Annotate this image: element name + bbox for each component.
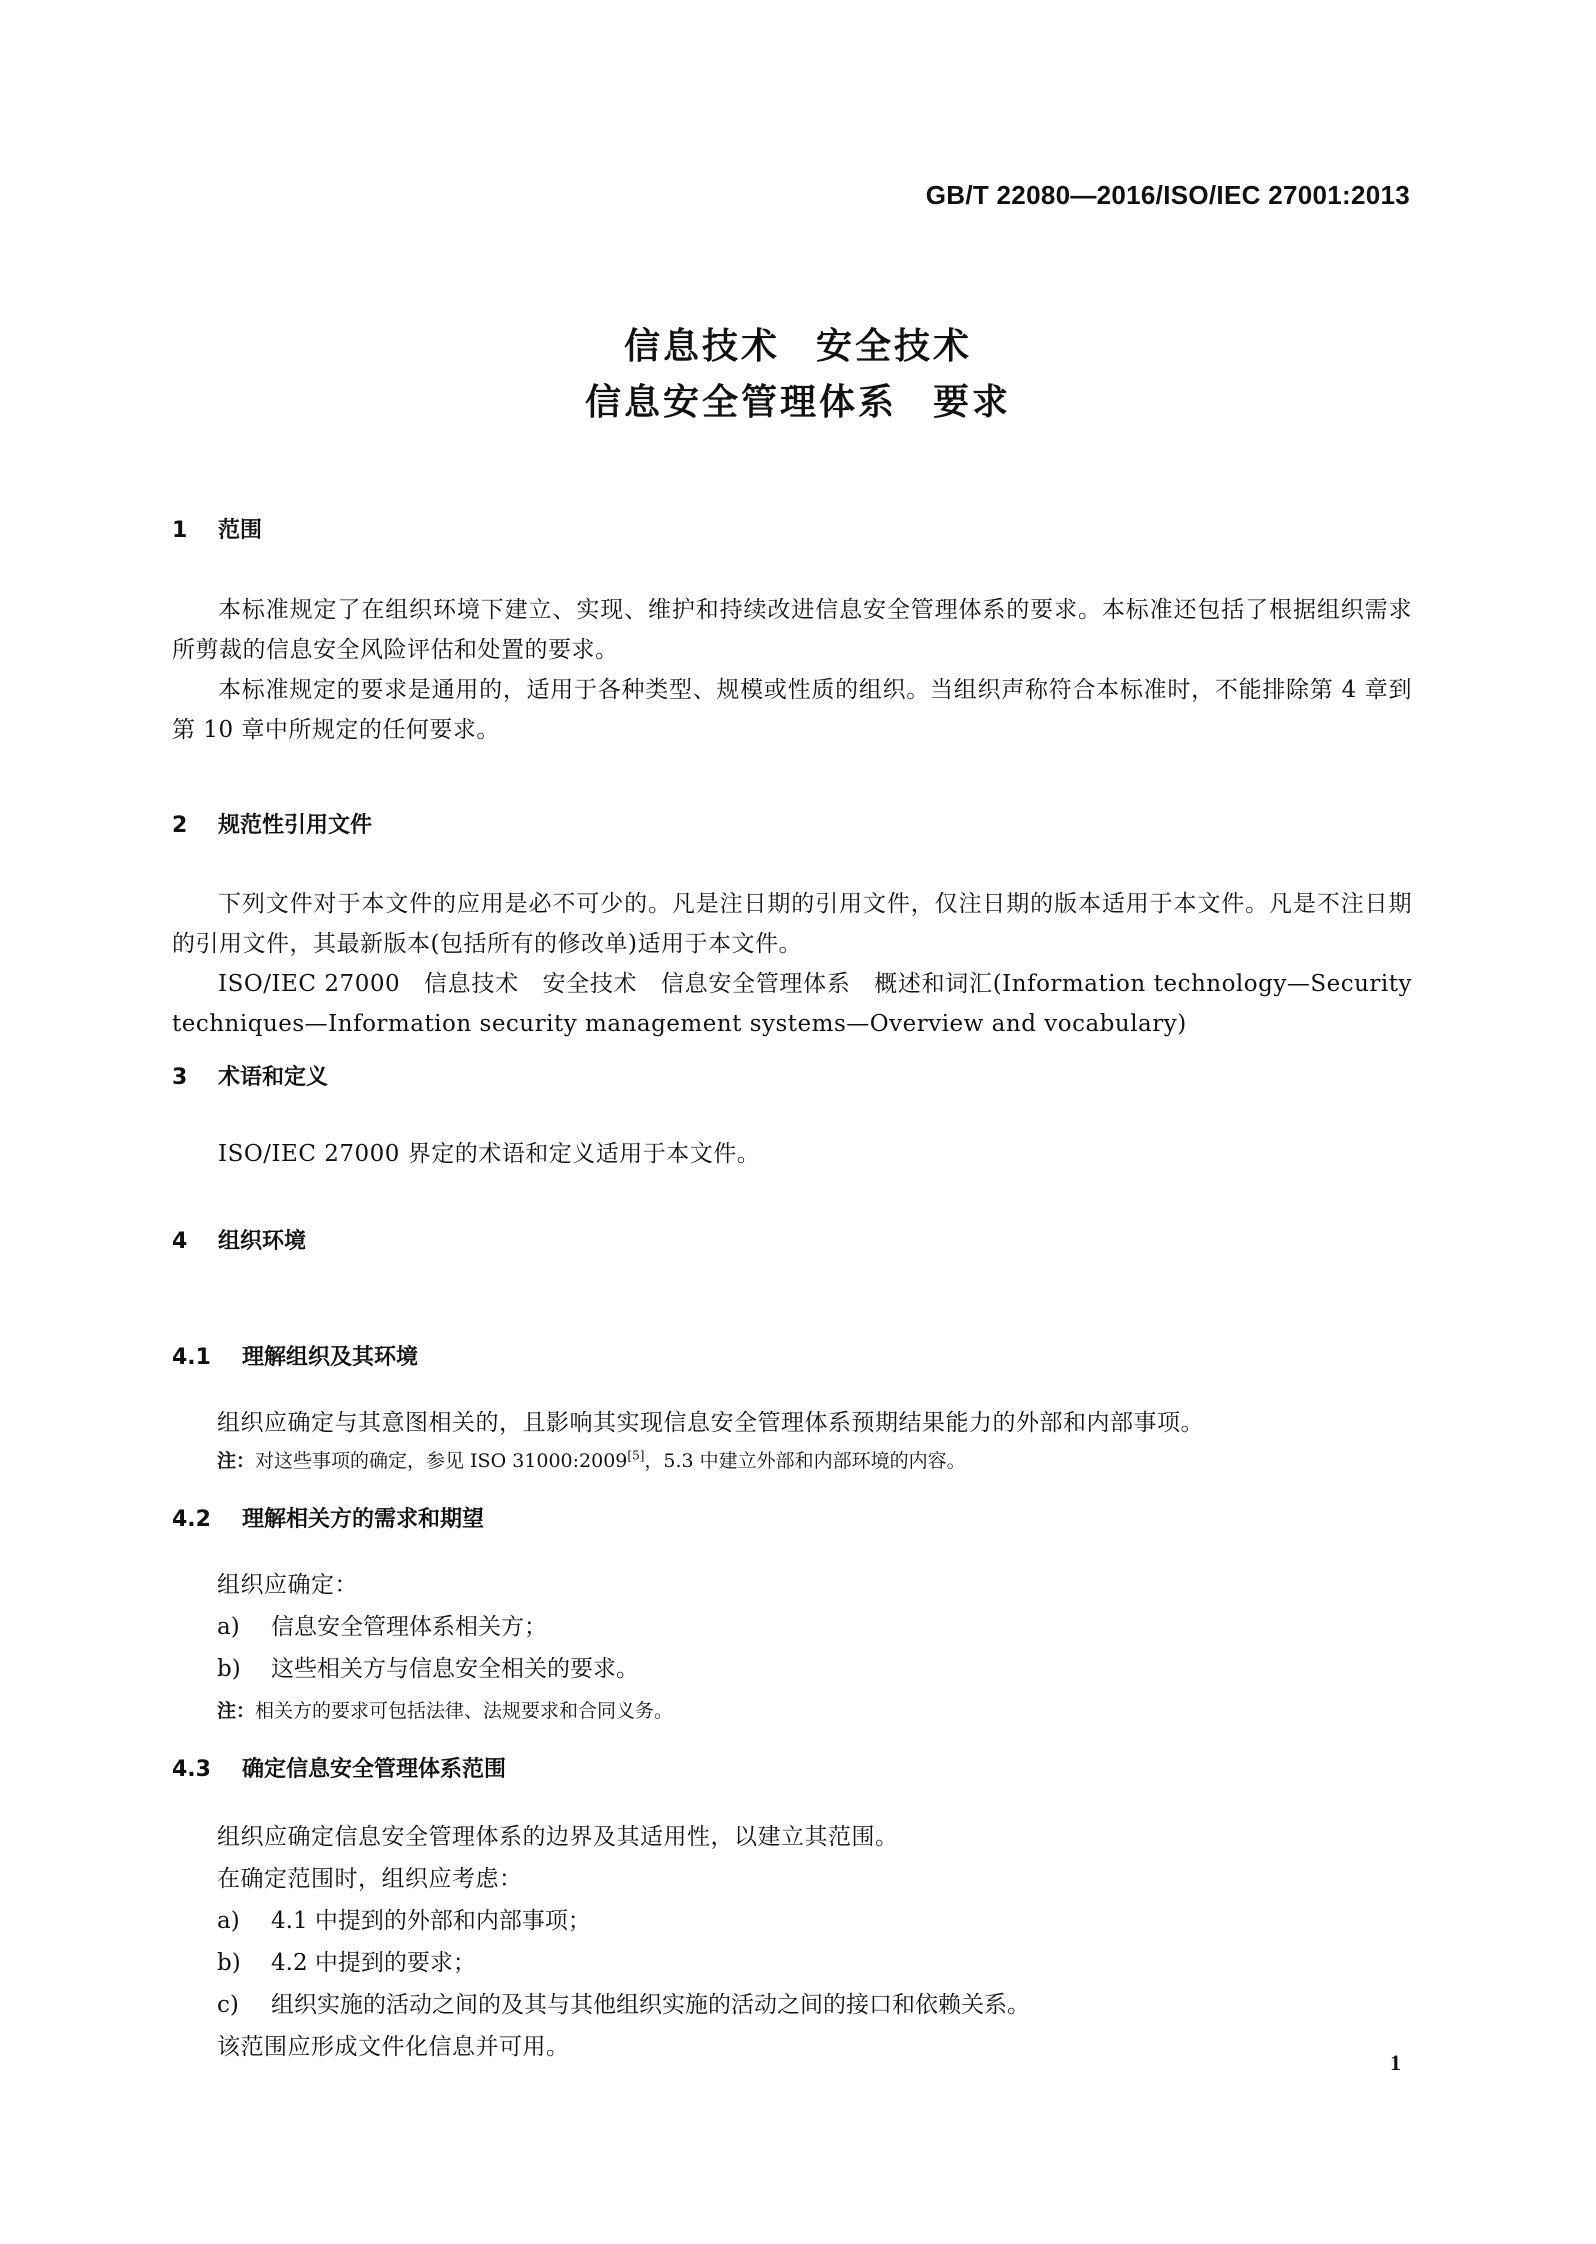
subsection-number: 4.2 (172, 1507, 211, 1532)
list-item (217, 1650, 639, 1683)
standard-code: GB/T 22080—2016/ISO/IEC 27001:2013 (925, 180, 1410, 210)
section-title: 组织环境 (218, 1229, 307, 1254)
list-item (217, 1608, 547, 1641)
reference-entry: ISO/IEC 27000 信息技术 安全技术 信息安全管理体系 概述和词汇(Information technology—Security techniques—Information security management systems—Overview and vocabulary) (172, 971, 1412, 1037)
section-number: 1 (172, 518, 188, 543)
document-title-line-2 (0, 374, 1596, 425)
list-marker: b) (217, 1950, 241, 1976)
section-number: 4 (172, 1229, 188, 1254)
section-heading-2 (172, 808, 372, 839)
note (217, 1446, 966, 1473)
list-item (217, 1944, 476, 1977)
paragraph: 组织应确定与其意图相关的，且影响其实现信息安全管理体系预期结果能力的外部和内部事项。 (217, 1410, 1204, 1436)
list-text: 组织实施的活动之间的及其与其他组织实施的活动之间的接口和依赖关系。 (271, 1992, 1030, 2018)
list-text: 这些相关方与信息安全相关的要求。 (271, 1656, 639, 1682)
subsection-heading-4-1 (172, 1340, 418, 1371)
section-number: 2 (172, 813, 188, 838)
paragraph: 在确定范围时，组织应考虑： (217, 1866, 523, 1892)
paragraph: 本标准规定了在组织环境下建立、实现、维护和持续改进信息安全管理体系的要求。本标准还包括了根据组织需求所剪裁的信息安全风险评估和处置的要求。 (172, 597, 1412, 663)
note-label: 注： (217, 1450, 256, 1472)
title-part: 信息技术 (623, 326, 780, 367)
list-text: 4.2 中提到的要求； (271, 1950, 476, 1976)
paragraph: 下列文件对于本文件的应用是必不可少的。凡是注日期的引用文件，仅注日期的版本适用于本文件。凡是不注日期的引用文件，其最新版本(包括所有的修改单)适用于本文件。 (172, 891, 1412, 957)
list-marker: c) (217, 1992, 239, 2018)
section-number: 3 (172, 1065, 188, 1090)
section-heading-1 (172, 513, 262, 544)
list-text: 信息安全管理体系相关方； (271, 1614, 547, 1640)
section-title: 范围 (218, 518, 263, 543)
subsection-title: 确定信息安全管理体系范围 (242, 1757, 507, 1782)
title-part: 要求 (933, 382, 1012, 423)
subsection-title: 理解相关方的需求和期望 (242, 1507, 485, 1532)
subsection-heading-4-3 (172, 1752, 506, 1783)
list-marker: a) (217, 1908, 240, 1934)
paragraph: ISO/IEC 27000 界定的术语和定义适用于本文件。 (218, 1141, 761, 1167)
page-number: 1 (1390, 2050, 1401, 2075)
subsection-number: 4.1 (172, 1345, 211, 1370)
subsection-title: 理解组织及其环境 (242, 1345, 419, 1370)
section-title: 术语和定义 (218, 1065, 329, 1090)
citation-ref: [5] (627, 1448, 645, 1463)
list-item (217, 1986, 1030, 2019)
list-item (217, 1902, 591, 1935)
title-part: 信息安全管理体系 (584, 382, 897, 423)
note-text: 相关方的要求可包括法律、法规要求和合同义务。 (255, 1700, 674, 1722)
subsection-number: 4.3 (172, 1757, 211, 1782)
section-heading-4 (172, 1224, 306, 1255)
paragraph: 组织应确定信息安全管理体系的边界及其适用性，以建立其范围。 (217, 1824, 899, 1850)
paragraph: 组织应确定： (217, 1572, 358, 1598)
note (217, 1696, 673, 1723)
note-label: 注： (217, 1700, 256, 1722)
list-text: 4.1 中提到的外部和内部事项； (271, 1908, 591, 1934)
paragraph: 本标准规定的要求是通用的，适用于各种类型、规模或性质的组织。当组织声称符合本标准时，不能排除第 4 章到第 10 章中所规定的任何要求。 (172, 677, 1412, 743)
section-title: 规范性引用文件 (218, 813, 373, 838)
list-marker: a) (217, 1614, 240, 1640)
paragraph: 该范围应形成文件化信息并可用。 (217, 2034, 570, 2060)
section-heading-3 (172, 1060, 328, 1091)
note-text: ，5.3 中建立外部和内部环境的内容。 (644, 1450, 966, 1472)
note-text: 对这些事项的确定，参见 ISO 31000:2009 (255, 1450, 628, 1472)
title-part: 安全技术 (816, 326, 973, 367)
subsection-heading-4-2 (172, 1502, 484, 1533)
document-title-line-1 (0, 318, 1596, 369)
list-marker: b) (217, 1656, 241, 1682)
